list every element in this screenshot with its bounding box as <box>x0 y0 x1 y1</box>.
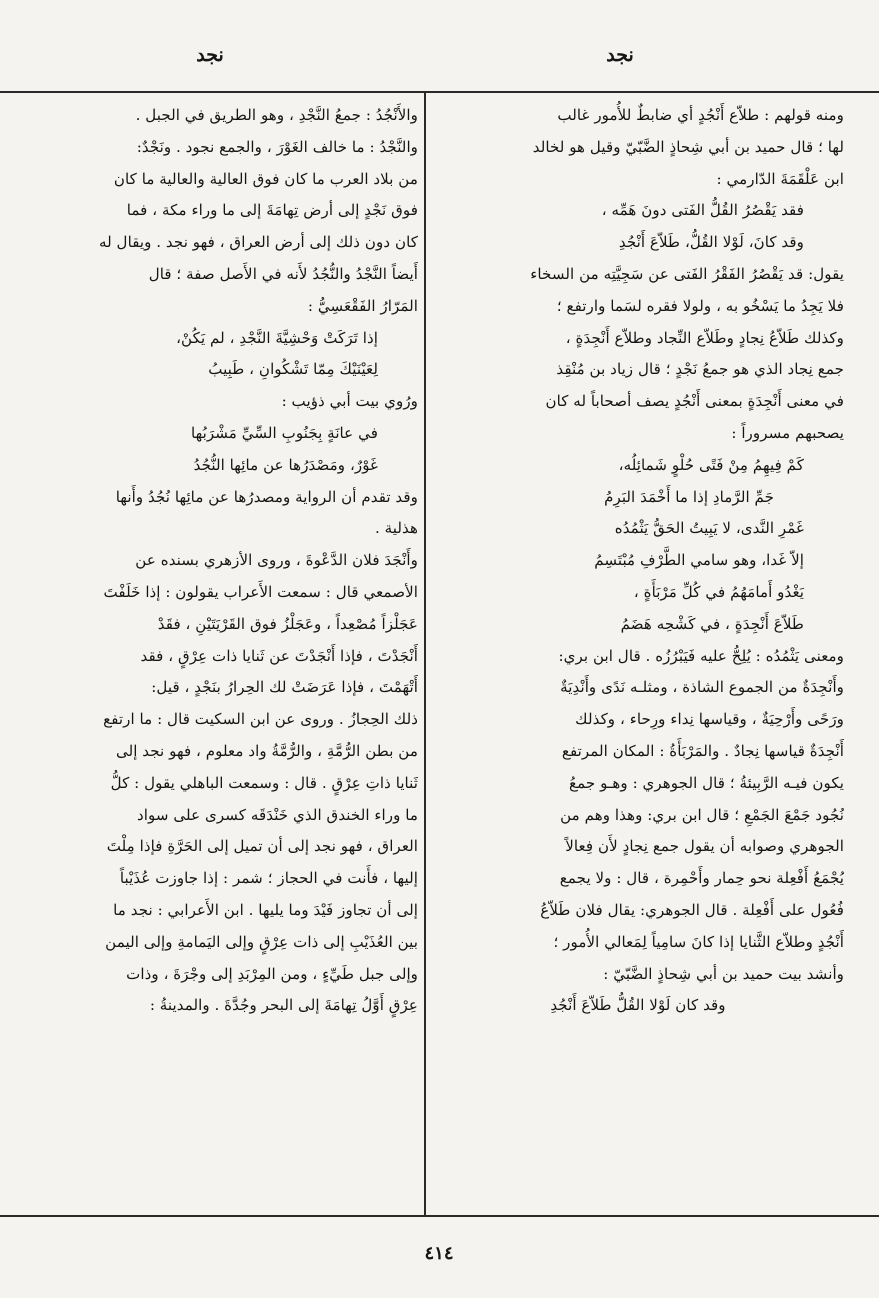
text-line: نُجُود جَمْعَ الجَمْعِ ؛ قال ابن بري: وهذا وهم من <box>560 805 844 824</box>
verse-line: غَوْرٌ، ومَصْدَرُها عن مائِها النُّجُدُ <box>193 455 378 474</box>
left-column <box>6 100 418 1022</box>
page-number: ٤١٤ <box>424 1243 454 1264</box>
verse-line: يَغْدُو أَمامَهُمُ في كُلِّ مَرْبَأَةٍ ، <box>633 582 804 601</box>
verse-line: إذا تَرَكَتْ وَحْشِيَّةَ النَّجْدِ ، لم يَكُنْ، <box>176 328 378 347</box>
text-line: المَرّارُ الفَقْعَسِيُّ : <box>307 296 418 315</box>
text-line: يقول: قد يَقْصُرُ الفَقْرُ الفَتى عن سَجِيَّتِه من السخاء <box>530 264 844 283</box>
text-line: ابن عَلْقَمَةَ الدّارمي : <box>716 169 844 188</box>
verse-line: جَمِّ الرَّمادِ إذا ما أَخْمَدَ البَرِمُ <box>604 487 774 506</box>
text-line: ومنه قولهم : طلاّع أَنْجُدٍ أي ضابطٌ للأُمور غالب <box>557 106 844 124</box>
text-line: فُعُول على أَفْعِلة . قال الجوهري: يقال فلان طَلاّعُ <box>540 900 844 919</box>
text-line: إليها ، فأَنت في الحجاز ؛ شمر : إذا جاوزت عُذَيْباً <box>119 869 418 888</box>
text-line: من بلاد العرب ما كان فوق العالية والعالية ما كان <box>113 169 418 188</box>
footer-rule <box>0 1215 879 1217</box>
text-line: وكذلك طَلاّعُ نِجادٍ وطَلاّع النِّجاد وطلاّع أَنْجِدَةٍ ، <box>565 328 844 347</box>
verse-line: وقد كان لَوْلا القُلُّ طَلاّعَ أَنْجُدِ <box>550 996 726 1015</box>
text-line: ورُوي بيت أبي ذؤيب : <box>281 392 418 411</box>
text-line: يصحبهم مسروراً : <box>731 423 844 442</box>
text-line: بين العُذَيْبِ إلى ذات عِرْقٍ وإلى اليَمامةِ وإلى اليمن <box>105 932 418 951</box>
text-line: ما وراء الخندق الذي خَنْدَقَه كسرى على سواد <box>137 805 418 824</box>
text-line: أَنْجَدْتَ ، فإذا أَنْجَدْتَ عن ثَنايا ذات عِرْقٍ ، فقد <box>140 646 418 665</box>
text-line: من بطن الرُّمَّةِ ، والرُّمَّةُ واد معلوم ، فهو نجد إلى <box>115 741 418 760</box>
text-line: وأنشد بيت حميد بن أبي شِحاذٍ الضَّبّيّ : <box>603 964 844 983</box>
verse-line: طَلاّعَ أَنْجِدَةٍ ، في كَشْحِه هَضَمُ <box>620 614 804 633</box>
text-line: يكون فيـه الرَّبِيئةُ ؛ قال الجوهري : وهـو جمعُ <box>569 773 844 792</box>
text-line: وقد تقدم أن الرواية ومصدرُها عن مائِها نُجُدُ وأَنها <box>115 487 418 506</box>
text-line: عَجَلْزاً مُصْعِداً ، وعَجَلْزُ فوق القَرْيَتَيْنِ ، فقَدْ <box>157 614 418 633</box>
text-line: أَيضاً النَّجْدُ والنُّجُدُ لأَنه في الأَصل صفة ؛ قال <box>148 264 418 283</box>
text-line: ومعنى يَثْمُدُه : يُلِحُّ عليه فَيَبْرُزُه . قال ابن بري: <box>558 646 844 665</box>
text-line: الأصمعي قال : سمعت الأَعراب يقولون : إذا خَلَفْتَ <box>103 582 418 601</box>
verse-line: في عانَةٍ بِجَنُوبِ السِّيِّ مَشْرَبُها <box>190 423 378 442</box>
running-header-right: نجد <box>606 44 634 66</box>
header-rule <box>0 91 879 93</box>
text-line: وإلى جبل طَيِّءٍ ، ومن المِرْبَدِ إلى وجْرَةَ ، وذات <box>126 964 418 983</box>
verse-line: وقد كانَ، لَوْلا القُلُّ، طَلاّعَ أَنْجُدِ <box>618 233 804 252</box>
column-divider <box>424 92 426 1215</box>
text-line: والنَّجْدُ : ما خالف الغَوْرَ ، والجمع نجود . ونَجْدٌ: <box>136 137 418 156</box>
text-line: هذلية . <box>375 519 418 538</box>
text-line: أَنْجُدٍ وطلاّع الثَّنايا إذا كانَ سامِياً لِمَعالي الأُمور ؛ <box>553 932 844 951</box>
right-column <box>432 100 844 1022</box>
text-line: أَتْهَمْتَ ، فإذا عَرَضَتْ لك الحِرارُ بنَجْدٍ ، قيل: <box>151 678 418 697</box>
text-line: وأَنْجِدَةٌ من الجموع الشاذة ، ومثلـه نَدًى وأَنْدِيَةٌ <box>560 678 844 697</box>
verse-line: إلاّ غَدا، وهو سامي الطَّرْفِ مُبْتَسِمُ <box>594 551 804 570</box>
text-line: والأَنْجُدُ : جمعُ النَّجْدِ ، وهو الطريق في الجبل . <box>135 106 418 124</box>
text-line: فلا يَجِدُ ما يَسْخُو به ، ولولا فقره لسَما وارتفع ؛ <box>556 296 844 315</box>
text-line: عِرْقٍ أَوَّلُ تِهامَةَ إلى البحر وجُدَّةَ . والمدينةُ : <box>149 996 418 1015</box>
verse-line: غَمْرِ النَّدى، لا يَبِيتُ الحَقُّ يَثْمُدُه <box>614 519 804 538</box>
text-line: الجوهري وصوابه أن يقول جمع نِجادٍ لأَن فِعالاً <box>565 837 844 856</box>
verse-line: فقد يَقْصُرُ القُلُّ الفَتى دونَ هَمِّه ، <box>601 201 804 220</box>
text-line: ثَنايا ذاتِ عِرْقٍ . قال : وسمعت الباهلي يقول : كلُّ <box>110 773 418 792</box>
verse-line: لِعَيْنَيْكَ مِمّا تَشْكُوانِ ، طَبِيبُ <box>208 360 378 379</box>
text-line: ذلك الحِجازُ . وروى عن ابن السكيت قال : ما ارتفع <box>103 710 418 729</box>
text-line: أَنْجِدَةٌ قياسها نِجادٌ . والمَرْبَأَةُ : المكان المرتفع <box>561 741 844 760</box>
text-line: العراق ، فهو نجد إلى أن تميل إلى الحَرَّةِ فإذا مِلْتَ <box>106 837 418 856</box>
text-line: كان دون ذلك إلى أرض العراق ، فهو نجد . ويقال له <box>98 233 418 252</box>
verse-line: كَمْ فِيهِمُ مِنْ فَتًى حُلْوٍ شَمائِلُه، <box>618 455 804 474</box>
text-line: وأَنْجَدَ فلان الدَّعْوةَ ، وروى الأزهري بسنده عن <box>135 551 418 570</box>
text-line: فوق نَجْدٍ إلى أرض تِهامَةَ إلى ما وراء مكة ، فما <box>126 201 418 220</box>
running-header-left: نجد <box>196 44 224 66</box>
text-line: يُجْمَعُ أَفْعِلة نحو حِمار وأَحْمِرة ، قال : ولا يجمع <box>559 869 844 888</box>
text-line: ورَحًى وأَرْحِيَةٌ ، وقياسها نِداء ورِحاء ، وكذلك <box>575 710 844 729</box>
text-line: لها ؛ قال حميد بن أبي شِحاذٍ الضَّبّيّ وقيل هو لخالد <box>532 137 844 156</box>
text-line: إلى أن تجاوز فَيْدَ وما يليها . ابن الأَعرابي : نجد ما <box>113 900 418 919</box>
text-line: جمع نِجاد الذي هو جمعُ نَجْدٍ ؛ قال زياد بن مُنْقِذ <box>556 360 844 379</box>
text-line: في معنى أَنْجِدَةٍ بمعنى أَنْجُدٍ يصف أصحاباً له كان <box>545 392 844 411</box>
